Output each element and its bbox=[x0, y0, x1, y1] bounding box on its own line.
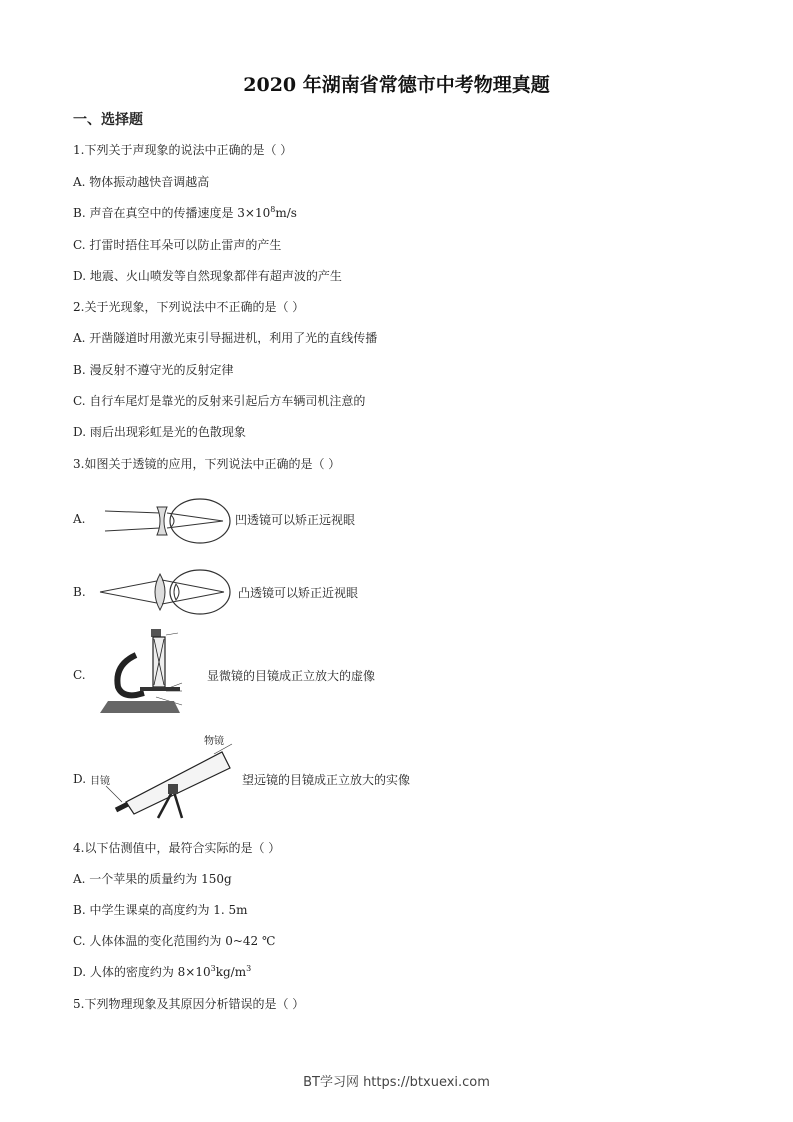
concave-lens-eye-diagram bbox=[105, 497, 235, 547]
question-5-stem: 5.下列物理现象及其原因分析错误的是（ ） bbox=[73, 997, 305, 1011]
q1-b-text: B. 声音在真空中的传播速度是 3×10 bbox=[73, 206, 271, 220]
question-1-stem: 1.下列关于声现象的说法中正确的是（ ） bbox=[73, 143, 293, 157]
question-2-stem: 2.关于光现象，下列说法中不正确的是（ ） bbox=[73, 300, 305, 314]
question-2-option-a: A. 开凿隧道时用激光束引导掘进机，利用了光的直线传播 bbox=[73, 331, 378, 345]
question-2-option-d: D. 雨后出现彩虹是光的色散现象 bbox=[73, 425, 246, 439]
question-3-option-b-label: B. bbox=[73, 585, 86, 599]
question-3-option-d-label: D. bbox=[73, 772, 87, 786]
q4-d-unit-exponent: 3 bbox=[246, 964, 252, 973]
telescope-eyepiece-label: 目镜 bbox=[90, 776, 110, 787]
question-4-stem: 4.以下估测值中，最符合实际的是（ ） bbox=[73, 841, 281, 855]
q4-d-unit: kg/m bbox=[215, 965, 247, 979]
question-3-option-b-text: 凸透镜可以矫正近视眼 bbox=[238, 586, 359, 600]
telescope-objective-label: 物镜 bbox=[204, 736, 224, 747]
question-3-option-c-text: 显微镜的目镜成正立放大的虚像 bbox=[207, 669, 376, 683]
question-2-option-c: C. 自行车尾灯是靠光的反射来引起后方车辆司机注意的 bbox=[73, 394, 366, 408]
page-title: 2020 年湖南省常德市中考物理真题 bbox=[243, 74, 550, 96]
telescope-diagram bbox=[90, 732, 241, 822]
question-4-option-b: B. 中学生课桌的高度约为 1. 5m bbox=[73, 903, 248, 917]
microscope-diagram bbox=[96, 625, 206, 720]
q1-b-unit: m/s bbox=[275, 206, 297, 220]
question-1-option-a: A. 物体振动越快音调越高 bbox=[73, 175, 210, 189]
question-3-option-c-label: C. bbox=[73, 668, 86, 682]
question-3-option-d-text: 望远镜的目镜成正立放大的实像 bbox=[242, 773, 411, 787]
question-3-option-a-text: 凹透镜可以矫正远视眼 bbox=[235, 513, 356, 527]
footer-watermark: BT学习网 https://btxuexi.com bbox=[303, 1075, 490, 1090]
q4-d-text: D. 人体的密度约为 8×10 bbox=[73, 965, 211, 979]
convex-lens-eye-diagram bbox=[100, 568, 235, 618]
question-4-option-c: C. 人体体温的变化范围约为 0~42 ℃ bbox=[73, 934, 276, 948]
question-2-option-b: B. 漫反射不遵守光的反射定律 bbox=[73, 363, 234, 377]
question-3-option-a-label: A. bbox=[73, 512, 86, 526]
question-1-option-b bbox=[73, 204, 297, 221]
question-4-option-d bbox=[73, 963, 251, 980]
question-3-stem: 3.如图关于透镜的应用，下列说法中正确的是（ ） bbox=[73, 457, 341, 471]
q1-b-exponent: 8 bbox=[270, 205, 276, 214]
section-heading: 一、选择题 bbox=[73, 112, 143, 128]
q4-d-exponent: 3 bbox=[210, 964, 216, 973]
question-4-option-a: A. 一个苹果的质量约为 150g bbox=[73, 872, 232, 886]
question-1-option-c: C. 打雷时捂住耳朵可以防止雷声的产生 bbox=[73, 238, 282, 252]
question-1-option-d: D. 地震、火山喷发等自然现象都伴有超声波的产生 bbox=[73, 269, 342, 283]
